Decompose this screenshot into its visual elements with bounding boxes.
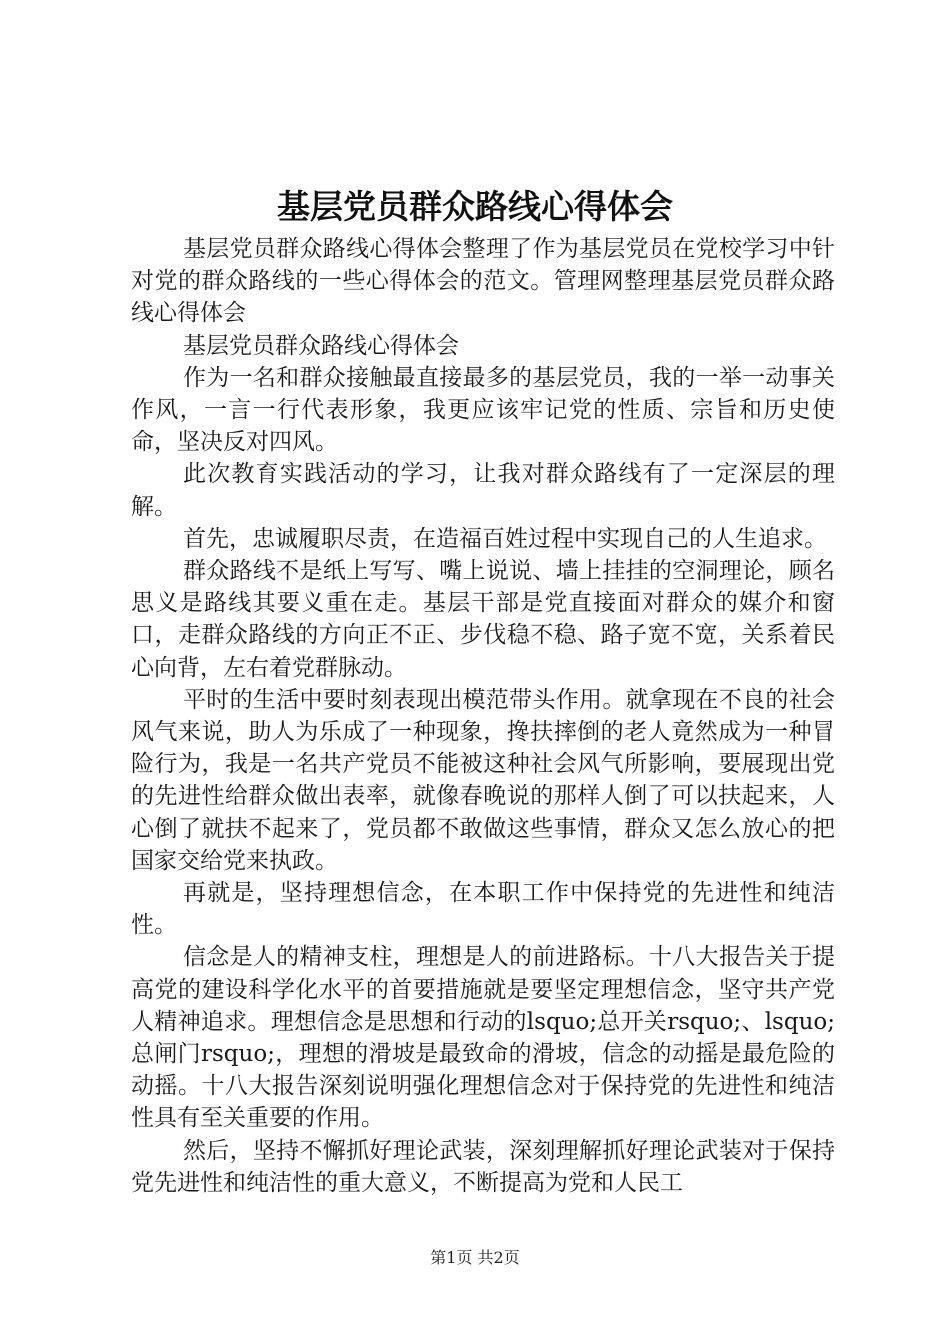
paragraph: 作为一名和群众接触最直接最多的基层党员，我的一举一动事关作风，一言一行代表形象，我更应该牢记党的性质、宗旨和历史使命，坚决反对四风。	[131, 364, 835, 456]
paragraph: 再就是，坚持理想信念，在本职工作中保持党的先进性和纯洁性。	[131, 880, 835, 939]
document-body	[131, 233, 835, 1199]
page-number-footer: 第1页 共2页	[430, 1248, 520, 1267]
paragraph: 群众路线不是纸上写写、嘴上说说、墙上挂挂的空洞理论，顾名思义是路线其要义重在走。基层干部是党直接面对群众的媒介和窗口，走群众路线的方向正不正、步伐稳不稳、路子宽不宽，关系着民心向背，左右着党群脉动。	[131, 558, 835, 681]
paragraph: 基层党员群众路线心得体会	[183, 332, 459, 359]
paragraph: 然后，坚持不懈抓好理论武装，深刻理解抓好理论武装对于保持党先进性和纯洁性的重大意义，不断提高为党和人民工	[131, 1137, 835, 1196]
paragraph: 基层党员群众路线心得体会整理了作为基层党员在党校学习中针对党的群众路线的一些心得体会的范文。管理网整理基层党员群众路线心得体会	[131, 236, 835, 327]
paragraph: 首先，忠诚履职尽责，在造福百姓过程中实现自己的人生追求。	[183, 525, 827, 552]
document-title: 基层党员群众路线心得体会	[277, 187, 673, 226]
paragraph: 信念是人的精神支柱，理想是人的前进路标。十八大报告关于提高党的建设科学化水平的首要措施就是要坚定理想信念，坚守共产党人精神追求。理想信念是思想和行动的lsquo;总开关rsquo;、lsquo;总闸门rsquo;，理想的滑坡是最致命的滑坡，信念的动摇是最危险的动摇。十八大报告深刻说明强化理想信念对于保持党的先进性和纯洁性具有至关重要的作用。	[131, 944, 835, 1132]
paragraph: 平时的生活中要时刻表现出模范带头作用。就拿现在不良的社会风气来说，助人为乐成了一种现象，搀扶摔倒的老人竟然成为一种冒险行为，我是一名共产党员不能被这种社会风气所影响，要展现出党的先进性给群众做出表率，就像春晚说的那样人倒了可以扶起来，人心倒了就扶不起来了，党员都不敢做这些事情，群众又怎么放心的把国家交给党来执政。	[131, 686, 835, 874]
paragraph: 此次教育实践活动的学习，让我对群众路线有了一定深层的理解。	[131, 461, 835, 520]
